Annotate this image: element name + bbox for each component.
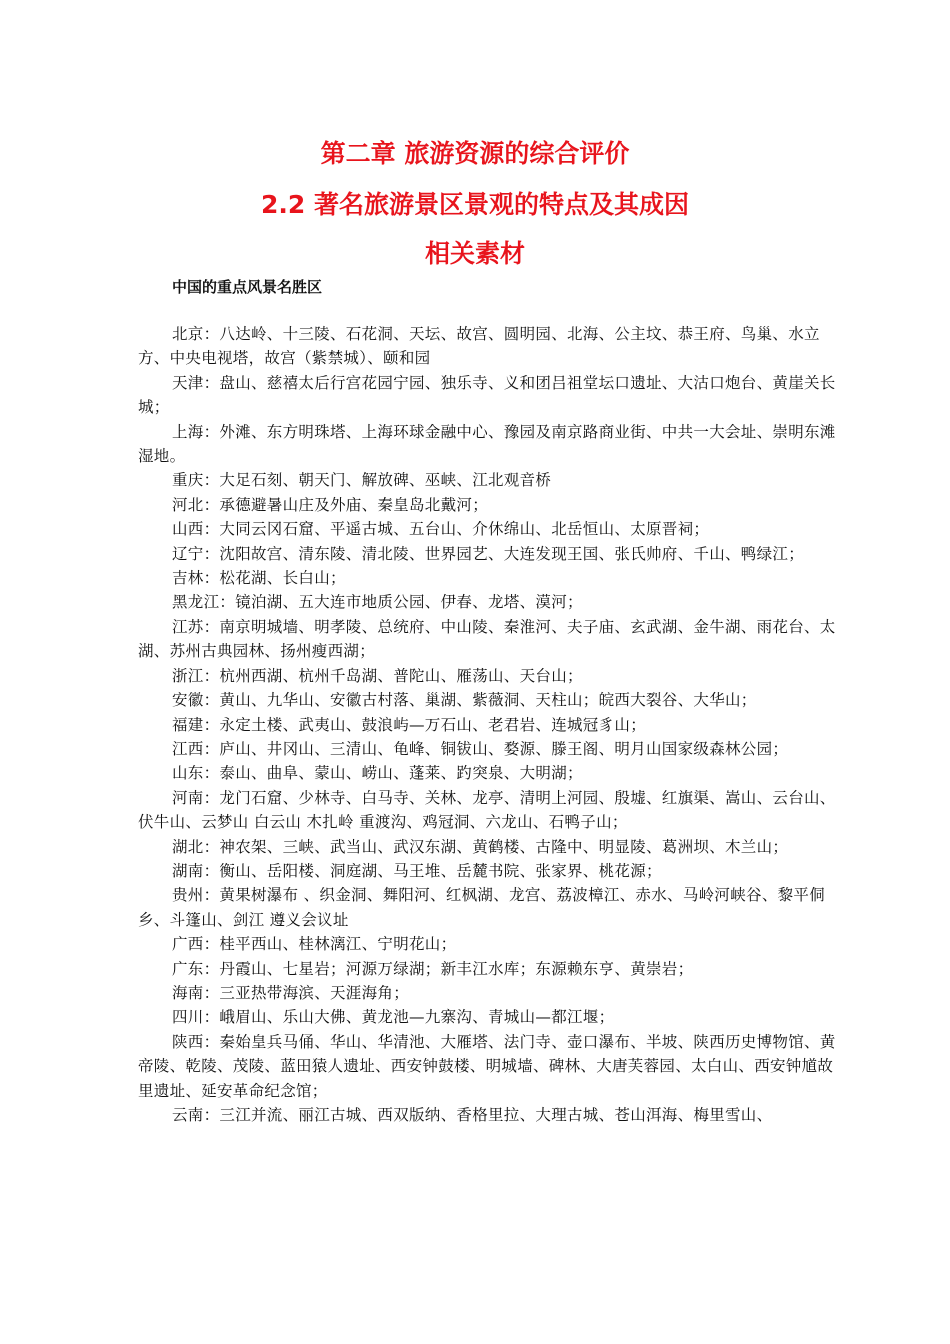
paragraph-hunan: 湖南：衡山、岳阳楼、洞庭湖、马王堆、岳麓书院、张家界、桃花源； xyxy=(172,861,662,880)
paragraph-sichuan: 四川：峨眉山、乐山大佛、黄龙池—九寨沟、青城山—都江堰； xyxy=(172,1008,615,1027)
paragraph-shanghai: 上海：外滩、东方明珠塔、上海环球金融中心、豫园及南京路商业街、中共一大会址、崇明东滩湿地。 xyxy=(138,422,836,466)
paragraph-shaanxi: 陕西：秦始皇兵马俑、华山、华清池、大雁塔、法门寺、壶口瀑布、半坡、陕西历史博物馆、黄帝陵、乾陵、茂陵、蓝田猿人遗址、西安钟鼓楼、明城墙、碑林、大唐芙蓉园、太白山、西安钟馗故里遗址、延安革命纪念馆； xyxy=(138,1032,836,1100)
paragraph-fujian: 福建：永定土楼、武夷山、鼓浪屿—万石山、老君岩、连城冠豸山； xyxy=(172,715,647,734)
paragraph-chongqing: 重庆：大足石刻、朝天门、解放碑、巫峡、江北观音桥 xyxy=(172,471,552,490)
subheading: 中国的重点风景名胜区 xyxy=(172,278,323,296)
paragraph-guangxi: 广西：桂平西山、桂林漓江、宁明花山； xyxy=(172,935,457,954)
paragraph-zhejiang: 浙江：杭州西湖、杭州千岛湖、普陀山、雁荡山、天台山； xyxy=(172,666,583,685)
paragraph-hubei: 湖北：神农架、三峡、武当山、武汉东湖、黄鹤楼、古隆中、明显陵、葛洲坝、木兰山； xyxy=(172,837,789,856)
paragraph-yunnan: 云南：三江并流、丽江古城、西双版纳、香格里拉、大理古城、苍山洱海、梅里雪山、 xyxy=(172,1106,773,1124)
paragraph-jiangsu: 江苏：南京明城墙、明孝陵、总统府、中山陵、秦淮河、夫子庙、玄武湖、金牛湖、雨花台、太湖、苏州古典园林、扬州瘦西湖； xyxy=(138,617,836,661)
paragraph-jiangxi: 江西：庐山、井冈山、三清山、龟峰、铜钹山、婺源、滕王阁、明月山国家级森林公园； xyxy=(172,739,789,758)
paragraph-liaoning: 辽宁：沈阳故宫、清东陵、清北陵、世界园艺、大连发现王国、张氏帅府、千山、鸭绿江； xyxy=(172,544,805,563)
paragraph-hebei: 河北：承德避暑山庄及外庙、秦皇岛北戴河； xyxy=(172,495,489,514)
material-title: 相关素材 xyxy=(424,239,525,268)
chapter-title: 第二章 旅游资源的综合评价 xyxy=(320,139,630,168)
section-title: 2.2 著名旅游景区景观的特点及其成因 xyxy=(261,190,689,219)
paragraph-anhui: 安徽：黄山、九华山、安徽古村落、巢湖、紫薇洞、天柱山；皖西大裂谷、大华山； xyxy=(172,691,757,710)
paragraph-jilin: 吉林：松花湖、长白山； xyxy=(172,569,346,588)
paragraph-beijing: 北京：八达岭、十三陵、石花洞、天坛、故宫、圆明园、北海、公主坟、恭王府、鸟巢、水立方、中央电视塔，故宫（紫禁城）、颐和园 xyxy=(138,325,820,368)
paragraph-guizhou: 贵州：黄果树瀑布 、织金洞、舞阳河、红枫湖、龙宫、荔波樟江、赤水、马岭河峡谷、黎平侗乡、斗篷山、剑江 遵义会议址 xyxy=(138,886,826,929)
paragraph-henan: 河南：龙门石窟、少林寺、白马寺、关林、龙亭、清明上河园、殷墟、红旗渠、嵩山、云台山、伏牛山、云梦山 白云山 木扎岭 重渡沟、鸡冠洞、六龙山、石鸭子山； xyxy=(138,788,836,832)
body-text xyxy=(138,322,838,1127)
paragraph-shanxi: 山西：大同云冈石窟、平遥古城、五台山、介休绵山、北岳恒山、太原晋祠； xyxy=(172,520,710,539)
paragraph-tianjin: 天津：盘山、慈禧太后行宫花园宁园、独乐寺、义和团吕祖堂坛口遗址、大沽口炮台、黄崖关长城； xyxy=(138,373,836,417)
paragraph-shandong: 山东：泰山、曲阜、蒙山、崂山、蓬莱、趵突泉、大明湖； xyxy=(172,764,583,783)
paragraph-heilongjiang: 黑龙江：镜泊湖、五大连市地质公园、伊春、龙塔、漠河； xyxy=(172,593,583,612)
paragraph-hainan: 海南：三亚热带海滨、天涯海角； xyxy=(172,983,410,1002)
paragraph-guangdong: 广东：丹霞山、七星岩；河源万绿湖；新丰江水库；东源赖东亨、黄崇岩； xyxy=(172,959,694,978)
